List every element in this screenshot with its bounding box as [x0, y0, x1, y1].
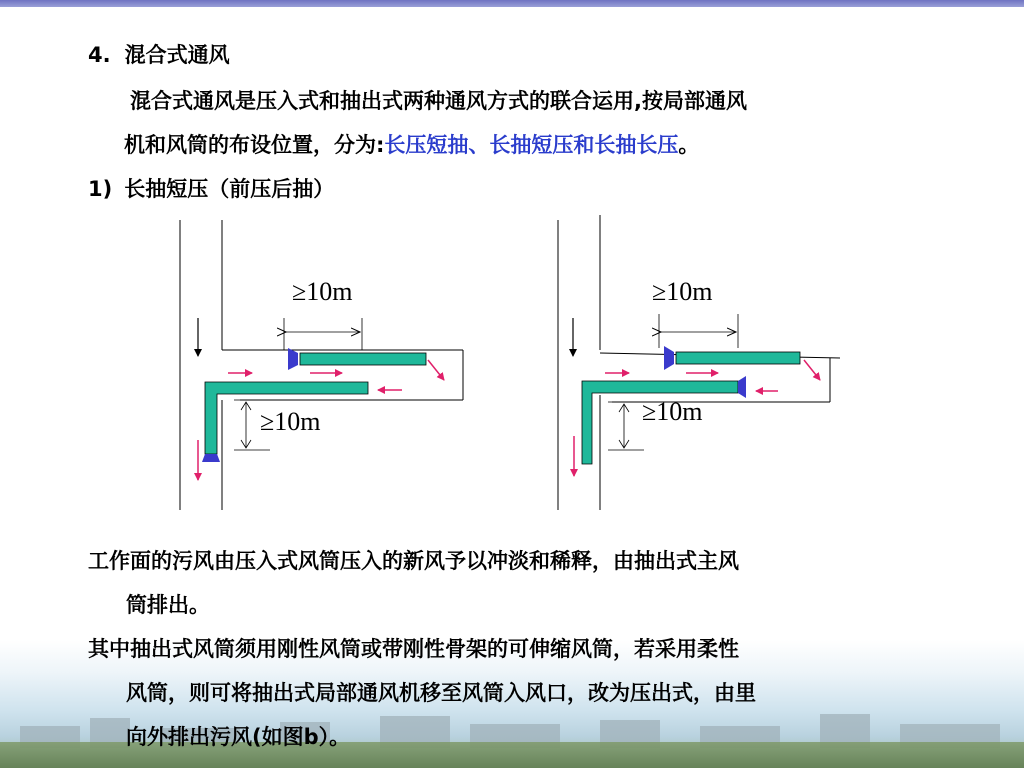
forcing-duct	[300, 353, 426, 365]
paragraph-2-line-2: 风筒，则可将抽出式局部通风机移至风筒入风口，改为压出式，由里	[126, 681, 756, 705]
subsection-title: 长抽短压（前压后抽）	[124, 177, 335, 201]
ventilation-diagram	[150, 210, 870, 520]
diagram-b	[558, 215, 840, 510]
bottom-dimension-label: ≥10m	[260, 407, 321, 436]
section-number: 4.	[88, 43, 111, 67]
forcing-fan	[664, 346, 674, 370]
forcing-fan	[288, 348, 298, 370]
paragraph-1-line-2: 筒排出。	[126, 593, 210, 617]
top-decor-bar	[0, 0, 1024, 7]
paragraph-1-line-1: 工作面的污风由压入式风筒压入的新风予以冲淡和稀释，由抽出式主风	[88, 549, 739, 573]
bottom-dimension-label: ≥10m	[642, 397, 703, 426]
diagram-a	[180, 220, 463, 510]
forcing-outflow-arrow	[804, 360, 820, 380]
exhaust-fan	[202, 454, 220, 462]
paragraph-2-line-1: 其中抽出式风筒须用刚性风筒或带刚性骨架的可伸缩风筒，若采用柔性	[88, 637, 739, 661]
forcing-outflow-arrow	[428, 360, 444, 380]
intro-line-2	[124, 132, 699, 158]
section-heading	[88, 42, 230, 68]
intro-line-2-suffix: 。	[678, 133, 700, 157]
forcing-duct	[676, 352, 800, 364]
top-dimension-label: ≥10m	[292, 277, 353, 306]
subsection-number: 1)	[88, 177, 113, 201]
exhaust-fan-relocated	[738, 376, 746, 398]
intro-line-2-prefix: 机和风筒的布设位置，分为:	[124, 133, 385, 157]
paragraph-2-line-3: 向外排出污风(如图b）。	[126, 725, 351, 749]
subsection-heading	[88, 176, 334, 202]
intro-line-1: 混合式通风是压入式和抽出式两种通风方式的联合运用,按局部通风	[130, 89, 747, 113]
top-dimension-label: ≥10m	[652, 277, 713, 306]
ventilation-types-highlight: 长压短抽、长抽短压和长抽长压	[384, 133, 679, 157]
section-title: 混合式通风	[124, 43, 230, 67]
